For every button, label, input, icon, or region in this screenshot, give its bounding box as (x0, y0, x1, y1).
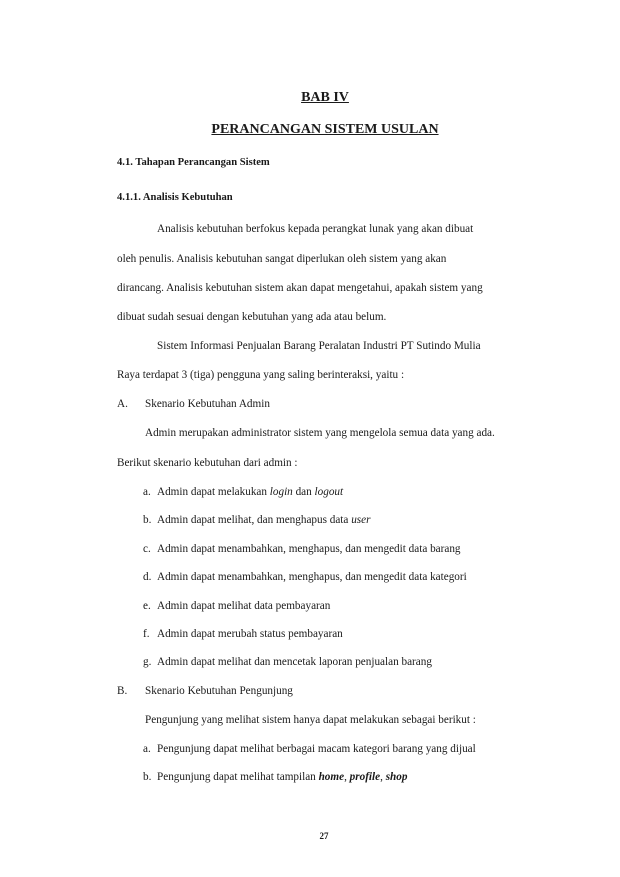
list-item-text: Admin dapat merubah status pembayaran (157, 628, 343, 640)
list-item-text: Pengunjung dapat melihat tampilan home, profile, shop (157, 771, 408, 783)
list-marker: a. (143, 743, 151, 755)
paragraph-line: Pengunjung yang melihat sistem hanya dapat melakukan sebagai berikut : (145, 714, 476, 726)
paragraph-line: Admin merupakan administrator sistem yang mengelola semua data yang ada. (145, 427, 495, 439)
list-item (143, 742, 476, 756)
list-marker: g. (143, 656, 152, 668)
list-item (143, 542, 461, 556)
section-heading: 4.1. Tahapan Perancangan Sistem (117, 157, 270, 168)
chapter-heading: BAB IV (301, 90, 349, 105)
paragraph-line: Raya terdapat 3 (tiga) pengguna yang saling berinteraksi, yaitu : (117, 369, 405, 381)
scenario-a-heading (117, 397, 270, 411)
list-marker: b. (143, 514, 152, 526)
list-item-text: Admin dapat melihat dan mencetak laporan penjualan barang (157, 656, 432, 668)
page-number: 27 (319, 831, 329, 841)
scenario-b-heading (117, 684, 293, 698)
list-marker: e. (143, 600, 151, 612)
list-item-text: Admin dapat melakukan login dan logout (157, 486, 344, 498)
list-item-text: Admin dapat menambahkan, menghapus, dan mengedit data kategori (157, 571, 467, 583)
list-item-text: Admin dapat melihat, dan menghapus data user (157, 514, 371, 526)
list-item (143, 485, 344, 499)
list-item (143, 627, 343, 641)
list-item (143, 570, 467, 584)
list-marker: a. (143, 486, 151, 498)
list-marker: b. (143, 771, 152, 783)
list-item (143, 770, 408, 784)
list-item (143, 599, 331, 613)
list-item-text: Pengunjung dapat melihat berbagai macam kategori barang yang dijual (157, 743, 476, 755)
paragraph-line: oleh penulis. Analisis kebutuhan sangat diperlukan oleh sistem yang akan (117, 253, 447, 265)
list-marker: A. (117, 398, 128, 410)
scenario-a-title: Skenario Kebutuhan Admin (145, 398, 270, 410)
list-item-text: Admin dapat melihat data pembayaran (157, 600, 331, 612)
list-marker: c. (143, 543, 151, 555)
list-marker: d. (143, 571, 152, 583)
paragraph-line: dibuat sudah sesuai dengan kebutuhan yang ada atau belum. (117, 311, 387, 323)
paragraph-line: Analisis kebutuhan berfokus kepada perangkat lunak yang akan dibuat (157, 223, 474, 235)
scenario-b-title: Skenario Kebutuhan Pengunjung (145, 685, 293, 697)
list-marker: B. (117, 685, 128, 697)
list-item-text: Admin dapat menambahkan, menghapus, dan mengedit data barang (157, 543, 461, 555)
list-item (143, 513, 371, 527)
subsection-heading: 4.1.1. Analisis Kebutuhan (117, 192, 233, 203)
list-item (143, 655, 432, 669)
paragraph-line: dirancang. Analisis kebutuhan sistem akan dapat mengetahui, apakah sistem yang (117, 282, 483, 294)
list-marker: f. (143, 628, 150, 640)
paragraph-line: Berikut skenario kebutuhan dari admin : (117, 457, 298, 469)
chapter-title: PERANCANGAN SISTEM USULAN (211, 122, 439, 137)
paragraph-line: Sistem Informasi Penjualan Barang Peralatan Industri PT Sutindo Mulia (157, 340, 481, 352)
